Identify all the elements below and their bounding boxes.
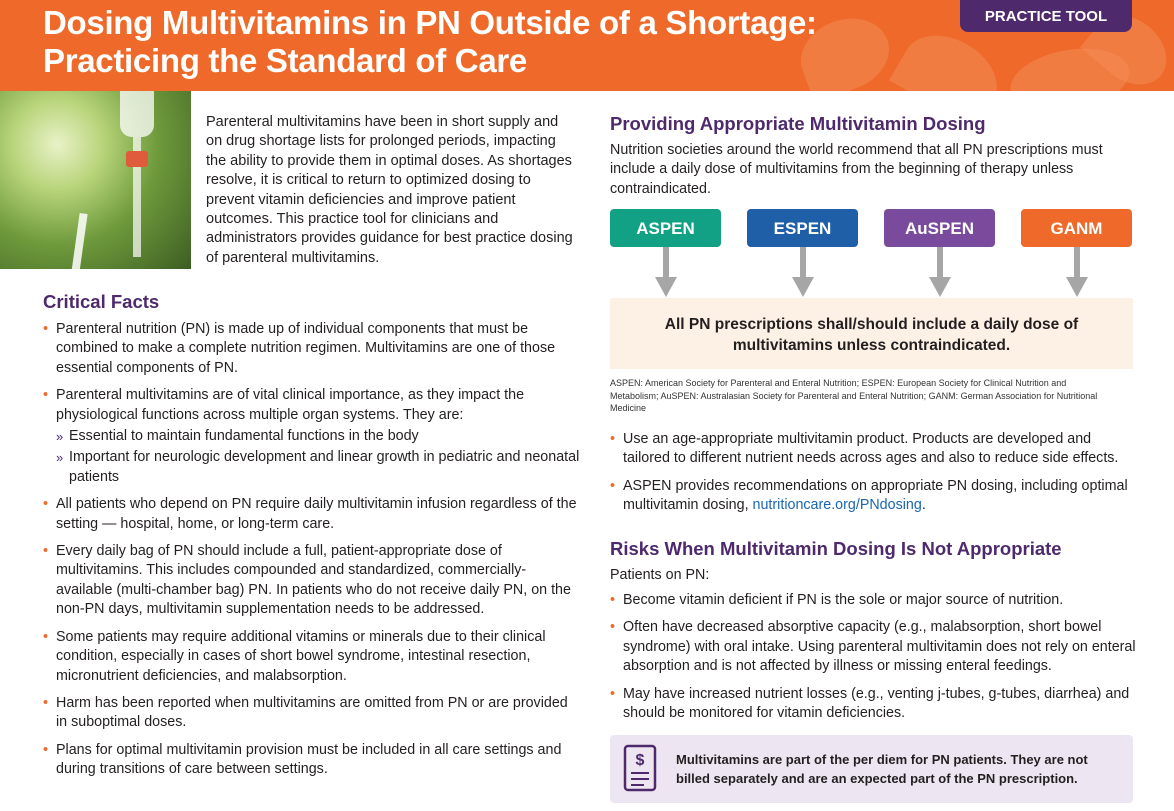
list-item: • Use an age-appropriate multivitamin product. Products are developed and tailored to different nutrient needs across ages and also to reduce side effects. <box>610 430 1140 469</box>
society-espen: ESPEN <box>747 209 858 247</box>
down-arrow-icon <box>1066 247 1088 297</box>
svg-text:$: $ <box>635 752 645 769</box>
down-arrow-icon <box>929 247 951 297</box>
sub-list-item <box>56 427 580 446</box>
critical-facts-list <box>43 320 580 788</box>
providing-heading: Providing Appropriate Multivitamin Dosing <box>610 113 986 134</box>
list-item: • Every daily bag of PN should include a full, patient-appropriate dose of multivitamins. This includes compounded and standardized, commercially-available (multi-chamber bag) PN. In patients who do not receive daily PN, on the non-PN days, multivitamin supplementation needs to be addressed. <box>43 542 580 620</box>
footnote: ASPEN: American Society for Parenteral and Enteral Nutrition; ESPEN: European Society for Clinical Nutrition and Metabolism; AuSPEN: Australasian Society for Parenteral and Enteral Nutrition; GANM: German Association for Nutritional Medicine <box>610 378 1098 413</box>
list-item <box>610 477 1140 516</box>
list-item: • All patients who depend on PN require daily multivitamin infusion regardless of the setting — hospital, home, or long-term care. <box>43 495 580 534</box>
list-item: • May have increased nutrient losses (e.g., venting j-tubes, g-tubes, diarrhea) and should be monitored for vitamin deficiencies. <box>610 685 1140 724</box>
providing-text: Nutrition societies around the world recommend that all PN prescriptions must include a daily dose of multivitamins from the beginning of therapy unless contraindicated. <box>610 142 1103 197</box>
down-arrow-icon <box>792 247 814 297</box>
society-aspen: ASPEN <box>610 209 721 247</box>
risks-heading: Risks When Multivitamin Dosing Is Not Appropriate <box>610 538 1062 559</box>
callout-box <box>610 298 1133 369</box>
title-line-2: Practicing the Standard of Care <box>43 42 527 79</box>
invoice-dollar-icon <box>622 743 664 795</box>
list-item: • Often have decreased absorptive capacity (e.g., malabsorption, short bowel syndrome) with oral intake. Using parenteral multivitamin does not rely on enteral absorption and is not affected by illness or missing enteral feedings. <box>610 618 1140 676</box>
pn-dosing-link[interactable]: nutritioncare.org/PNdosing <box>752 497 922 514</box>
intro-paragraph: Parenteral multivitamins have been in short supply and on drug shortage lists for prolonged periods, impacting the ability to provide them in optimal doses. As shortages resolve, it is critical to return to optimized dosing to prevent vitamin deficiencies and improve patient outcomes. This practice tool for clinicians and administrators provides guidance for best practice dosing of parenteral multivitamins. <box>206 114 573 266</box>
down-arrow-icon <box>655 247 677 297</box>
risks-list <box>610 591 1140 731</box>
list-item-text: Parenteral multivitamins are of vital clinical importance, as they impact the physiological functions across multiple organ systems. They are: <box>56 387 525 423</box>
providing-list <box>610 430 1140 524</box>
critical-facts-heading: Critical Facts <box>43 291 160 312</box>
title-line-1: Dosing Multivitamins in PN Outside of a Shortage: <box>43 4 817 41</box>
iv-photo <box>0 91 191 269</box>
sub-list-text: Essential to maintain fundamental functions in the body <box>69 428 419 445</box>
list-item: • Some patients may require additional vitamins or minerals due to their clinical condition, especially in cases of short bowel syndrome, intestinal resection, micronutrient deficiencies, and malabsorption. <box>43 628 580 686</box>
note-box <box>610 735 1133 803</box>
list-item: • Become vitamin deficient if PN is the sole or major source of nutrition. <box>610 591 1140 610</box>
callout-text: All PN prescriptions shall/should include a daily dose of multivitamins unless contraindicated. <box>664 316 1079 354</box>
sub-list-item <box>56 448 580 487</box>
list-item <box>43 386 580 487</box>
note-text: Multivitamins are part of the per diem for PN patients. They are not billed separately and are an expected part of the PN prescription. <box>676 752 1088 786</box>
list-item: • Plans for optimal multivitamin provision must be included in all care settings and during transitions of care between settings. <box>43 741 580 780</box>
list-item-text: ASPEN provides recommendations on appropriate PN dosing, including optimal multivitamin dosing, <box>623 477 1128 514</box>
sub-list-text: Important for neurologic development and linear growth in pediatric and neonatal patients <box>69 449 580 485</box>
practice-tool-badge: PRACTICE TOOL <box>960 0 1132 32</box>
society-ganm: GANM <box>1021 209 1132 247</box>
list-item: • Harm has been reported when multivitamins are omitted from PN or are provided in suboptimal doses. <box>43 694 580 733</box>
list-item: • Parenteral nutrition (PN) is made up of individual components that must be combined to make a complete nutrition regimen. Multivitamins are one of those essential components of PN. <box>43 320 580 378</box>
page-title <box>43 4 817 80</box>
risks-lead: Patients on PN: <box>610 567 710 583</box>
list-item-end: . <box>921 497 926 514</box>
society-auspen: AuSPEN <box>884 209 995 247</box>
